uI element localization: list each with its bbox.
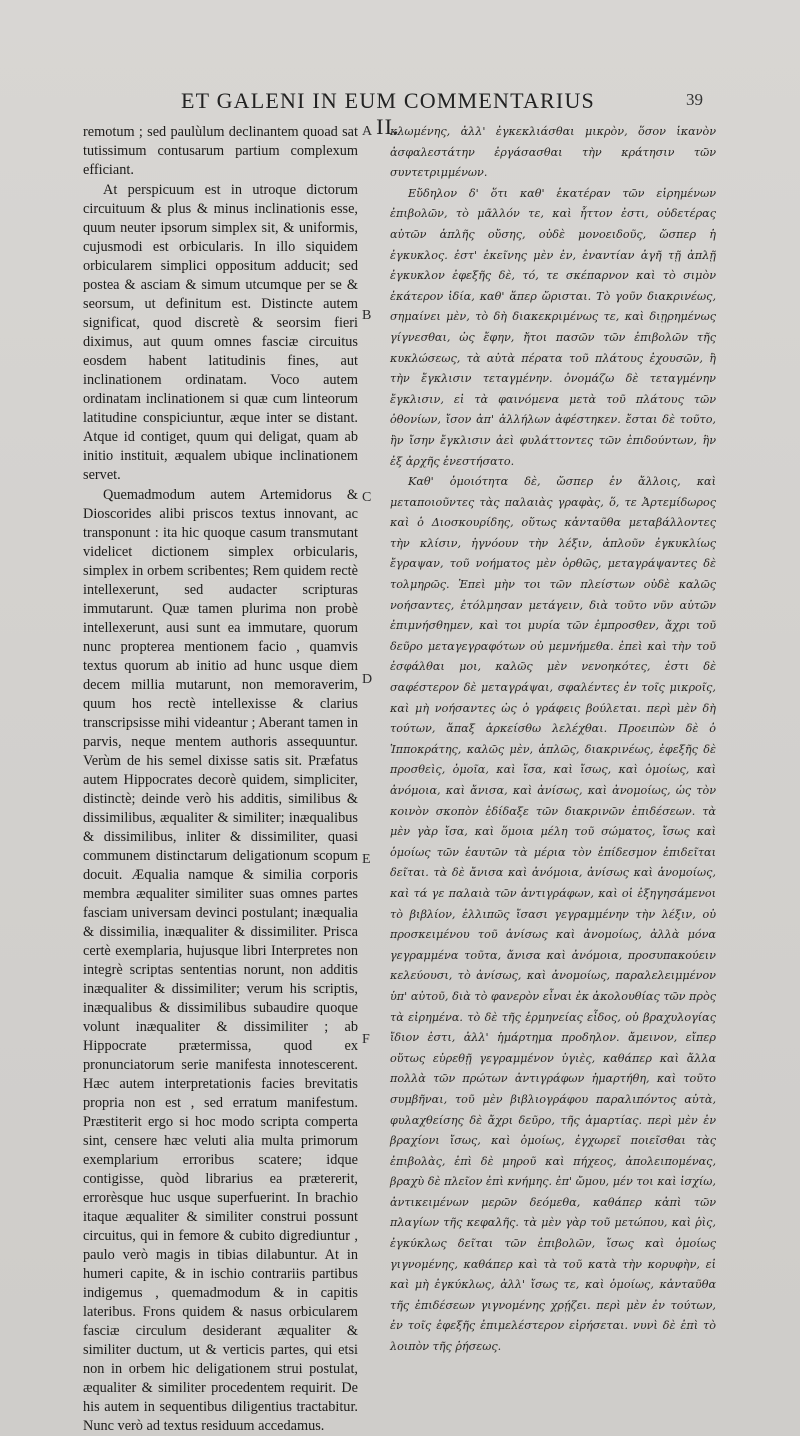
margin-marker-d: D (362, 672, 373, 687)
margin-marker-e: E (362, 852, 371, 867)
latin-paragraph: At perspicuum est in utroque dictorum circuituum & plus & minus inclinationis esse, quum neuter ipsorum simplex sit, & uniformis, cujusmodi est orbicularis. In illo siquidem orbicularem simplici oppositum adducit; sed postea & asciam & simum utcumque per se & seorsum, ut definitum est. Distincte autem significat, quod discretè & seorsim fieri diximus, aut quum omnes fasciæ circuitus eosdem habent latitudinis fines, aut inclinationem ordinatam. Voco autem ordinatam inclinationem si quæ cum linteorum latitudine conspiciuntur, æque inter se distant. Atque id contiget, quum qui deligat, quam ab initio instituit, æqualem ubique inclinationem servet. (83, 182, 358, 483)
margin-marker-c: C (362, 490, 372, 505)
page-number: 39 (686, 90, 703, 109)
greek-paragraph: Εὔδηλον δ' ὅτι καθ' ἑκατέραν τῶν εἰρημένων ἐπιβολῶν, τὸ μᾶλλόν τε, καὶ ἧττον ἐστι, οὐδετέρας αὐτῶν ἁπλῆς οὔσης, οὐδὲ μονοειδοῦς, ὥσπερ ἡ ἐγκυκλος. ἐστ' ἐκεῖνης μὲν ἐν, ἐναντίαν ἀγῆ τῇ ἀπλῇ ἐγκυκλον ἐφεξῆς δὲ, τό, τε σκέπαρνον καὶ τὸ σιμὸν ἑκάτερον ἰδία, καθ' ἅπερ ὥρισται. Τὸ γοῦν διακρινέως, σημαίνει μὲν, τὸ δὴ διακεκριμένως τε, καὶ διῃρημένως γίγνεσθαι, ὡς ἔφην, ἤτοι πασῶν τῶν ἐπιβολῶν τῆς κυκλώσεως, τὰ αὐτὰ πέρατα τοῦ πλάτους ἐχουσῶν, ἢ τὴν ἔγκλισιν τεταγμένην. ὀνομάζω δὲ τεταγμένην ἔγκλισιν, εἰ τὰ φαινόμενα μετὰ τοῦ πλάτους τῶν ὀθονίων, ἴσον ἀπ' ἀλλήλων ἀφέστηκεν. ἔσται δὲ τοῦτο, ἢν ἴσην ἔγκλισιν ἀεὶ φυλάττοντες τῶν ἐπιδούντων, ἣν ἐξ ἀρχῆς ἐνεστήσατο. (390, 186, 716, 468)
running-title: ET GALENI IN EUM COMMENTARIUS II. (181, 88, 595, 139)
greek-paragraph: κλωμένης, ἀλλ' ἐγκεκλιάσθαι μικρὸν, ὅσον ἱκανὸν ἀσφαλεστάτην ἐργάσασθαι τὴν κράτησιν τῶν συντετριμμένων. (390, 125, 716, 180)
margin-marker-b: B (362, 308, 372, 323)
margin-marker-f: F (362, 1032, 370, 1047)
greek-paragraph: Καθ' ὁμοιότητα δὲ, ὥσπερ ἐν ἄλλοις, καὶ μεταποιοῦντες τὰς παλαιὰς γραφὰς, ὅ, τε Ἀρτεμίδωρος καὶ ὁ Διοσκουρίδης, οὕτως κἀνταῦθα μεταβάλλοντες τὴν κλίσιν, ἠγνόουν τὴν λέξιν, ἁπλοῦν ἐγκυκλίως ἔγραψαν, τοῦ νοήματος μὲν ὀρθῶς, μεταγράψαντες δὲ τολμηρῶς. Ἐπεὶ μὴν τοι τῶν πλείστων οὐδὲ καλῶς νοήσαντες, ἐτόλμησαν μετάγειν, διὰ τοῦτο νῦν αὐτῶν ἐπιμνήσθημεν, καὶ τοι μυρία τῶν ἐμπροσθεν, ἄχρι τοῦ δεῦρο μεταγεγραφότων οὐ μεμνήμεθα. ἐπεὶ καὶ τὴν τοῦ ἐσφάλθαι μοι, καλῶς μὲν νενοηκότες, ἐστι δὲ σαφέστερον δὲ μεταγράψαι, σφαλέντες ἐν τοῖς μικροῖς, καὶ μὴ νοήσαντες ὡς ὁ γράφεις βούλεται. περὶ μὲν δὴ τούτων, ἅπαξ ἀρκείσθω λελέχθαι. Προειπὼν δὲ ὁ Ἱπποκράτης, καλῶς μὲν, ἁπλῶς, διακρινέως, ἐφεξῆς δὲ προσθεὶς, ὁμοῖα, καὶ ἴσα, καὶ ἴσως, καὶ ὁμοίως, καὶ ἀνόμοια, καὶ ἄνισα, καὶ ἀνίσως, καὶ ἀνομοίως, ὡς τὸν κοινὸν σκοπὸν ἐδίδαξε τῶν διακρινῶν ἐπιδέσεων. τὰ μὲν γὰρ ἴσα, καὶ ὅμοια μέλη τοῦ σώματος, ἴσως καὶ ὁμοίως τῶν ἑαυτῶν τὰ μέρια τὸν ἐπίδεσμον ἐπιδεῖται δεῖται. τὰ δὲ ἄνισα καὶ ἀνόμοια, ἀνίσως καὶ ἀνομοίως, καὶ τά γε παλαιὰ τῶν ἀντιγράφων, καὶ οἱ ἐξηγησάμενοι τὸ βιβλίον, ἐλλιπῶς ἴσασι γεγραμμένην τὴν λέξιν, οὐ προσκειμένου τοῦ ἀνίσως καὶ ἀνομοίως, ἀλλὰ μόνα γεγραμμένα τοῦτα, ἄνισα καὶ ἀνόμοια, προσυπακούειν κελεύουσι, τὸ ἀνίσως, καὶ ἀνομοίως, παραλελειμμένον ὑπ' αὐτοῦ, διὰ τὸ φανερὸν εἶναι ἐκ ἀκολουθίας τῶν πρὸς τὰ εἰρημένα. τὸ δὲ τῆς ἑρμηνείας εἶδος, οὐ βραχυλογίας ἴδιον ἐστι, ἀλλ' ἡμάρτημα προδηλον. ἄμεινον, εἴπερ οὕτως εὑρεθῇ γεγραμμένον ὑγιὲς, καθάπερ καὶ ἄλλα πολλὰ τῶν πρώτων ἀντιγράφων ἡμαρτήθη, καὶ τοῦτο συμβῆναι, τοῦ μὲν βιβλιογράφου παραλιπόντος αὐτὰ, φυλαχθείσης δὲ ἄχρι δεῦρο, τῆς ἁμαρτίας. περὶ μὲν ἐν βραχίονι ἴσως, καὶ ὁμοίως, ἐγχωρεῖ ποιεῖσθαι τὰς ἐπιβολὰς, ἐπὶ δὲ μηροῦ καὶ πήχεος, ἀπολειπομένας, βραχὺ δὲ πλεῖον ἐπὶ κνήμης. ἐπ' ὤμου, μέν τοι καὶ ἰσχίω, ἀντικειμένων μερῶν δεόμεθα, καθάπερ κἀπὶ τῶν πλαγίων τῆς κεφαλῆς. τὰ μὲν γὰρ τοῦ μετώπου, καὶ ῥὶς, ἐγκύκλως δεῖται τῶν ἐπιβολῶν, ἴσως καὶ ὁμοίως γιγνομένης, καθάπερ καὶ τὰ τοῦ κατὰ τὴν κορυφὴν, εἰ καὶ μὴ ἐγκύκλως, ἀλλ' ἴσως τε, καὶ ὁμοίως, κἀνταῦθα τῆς ἐπιδέσεων γιγνομένης χρῄζει. περὶ μὲν ἐν τούτων, ἐν τοῖς ἐφεξῆς ἐπιμελέστερον εἰρήσεται. νυνὶ δὲ ἐπὶ τὸ λοιπὸν τῆς ῥήσεως. (390, 475, 716, 1354)
latin-paragraph: remotum ; sed paulùlum declinantem quoad sat tutissimum contusarum partium complexum efficiant. (83, 124, 358, 178)
margin-marker-a: A (362, 124, 373, 139)
greek-column (390, 122, 716, 1358)
latin-column (83, 122, 358, 1436)
latin-paragraph: Quemadmodum autem Artemidorus & Dioscorides alibi priscos textus innovant, ac transponunt : ita hic quoque casum transmutant videlicet dictionem simplex orbicularis, simplex in orbem scribentes; Rem quidem rectè intellexerunt, sed audacter scripturas immutarunt. Quæ tamen plurima non probè intellexerunt, ausi sunt ea immutare, quorum nunc propterea mentionem facio , quamvis textus quorum ab initio ad hunc usque diem decem millia mutarunt, non memoraverim, quum hos rectè intellexisse & clarius transcripsisse mihi videantur ; Aberant tamen in parvis, neque mentem authoris assequuntur. Verùm de his semel dixisse satis sit. Præfatus autem Hippocrates decorè quidem, simpliciter, distinctè; deinde verò his additis, similibus & dissimilibus, æqualiter & similiter; inæqualibus & dissimilibus, inliter & dissimiliter, quasi communem distinctarum deligationum scopum docuit. Æqualia namque & similia corporis membra æqualiter similiter suas omnes partes fasciam universam devinci postulant; inæqualia & dissimilia, inæqualiter & dissimiliter. Prisca certè exemplaria, hujusque libri Interpretes non integrè scriptas sententias norunt, non additis inæqualiter & dissimiliter; verum his scriptis, inæqualibus & dissimilibus subaudire quoque volunt inæqualiter & dissimiliter ; ab Hippocrate prætermissa, quod ex pronunciatorum serie manifesta innotescerent. Hæc autem interpretationis facies brevitatis propria non est , sed erratum manifestum. Præstiterit ergo si hoc modo scripta comperta sint, censere hæc veluti alia multa primorum exemplarium erroribus scatere; idque contigisse, quòd librarius ea prætererit, errorèsque huc usque superfuerint. In brachio itaque æqualiter & similiter construi possunt circuitus, qui in femore & cubito digrediuntur , paulo verò magis in tibias dilabuntur. At in humeri capite, & in ischio contrariis partibus indigemus , quemadmodum & in capitis lateribus. Frons quidem & nasus orbicularem fasciæ circulum desiderant æqualiter & similiter ductum, ut & verticis partes, qui etsi non in orbem hic deligationem strui postulat, æqualiter & similiter procedentem requirit. De his autem in sequentibus diligentius tractabitur. Nunc verò ad textus residuum accedamus. (83, 487, 358, 1434)
